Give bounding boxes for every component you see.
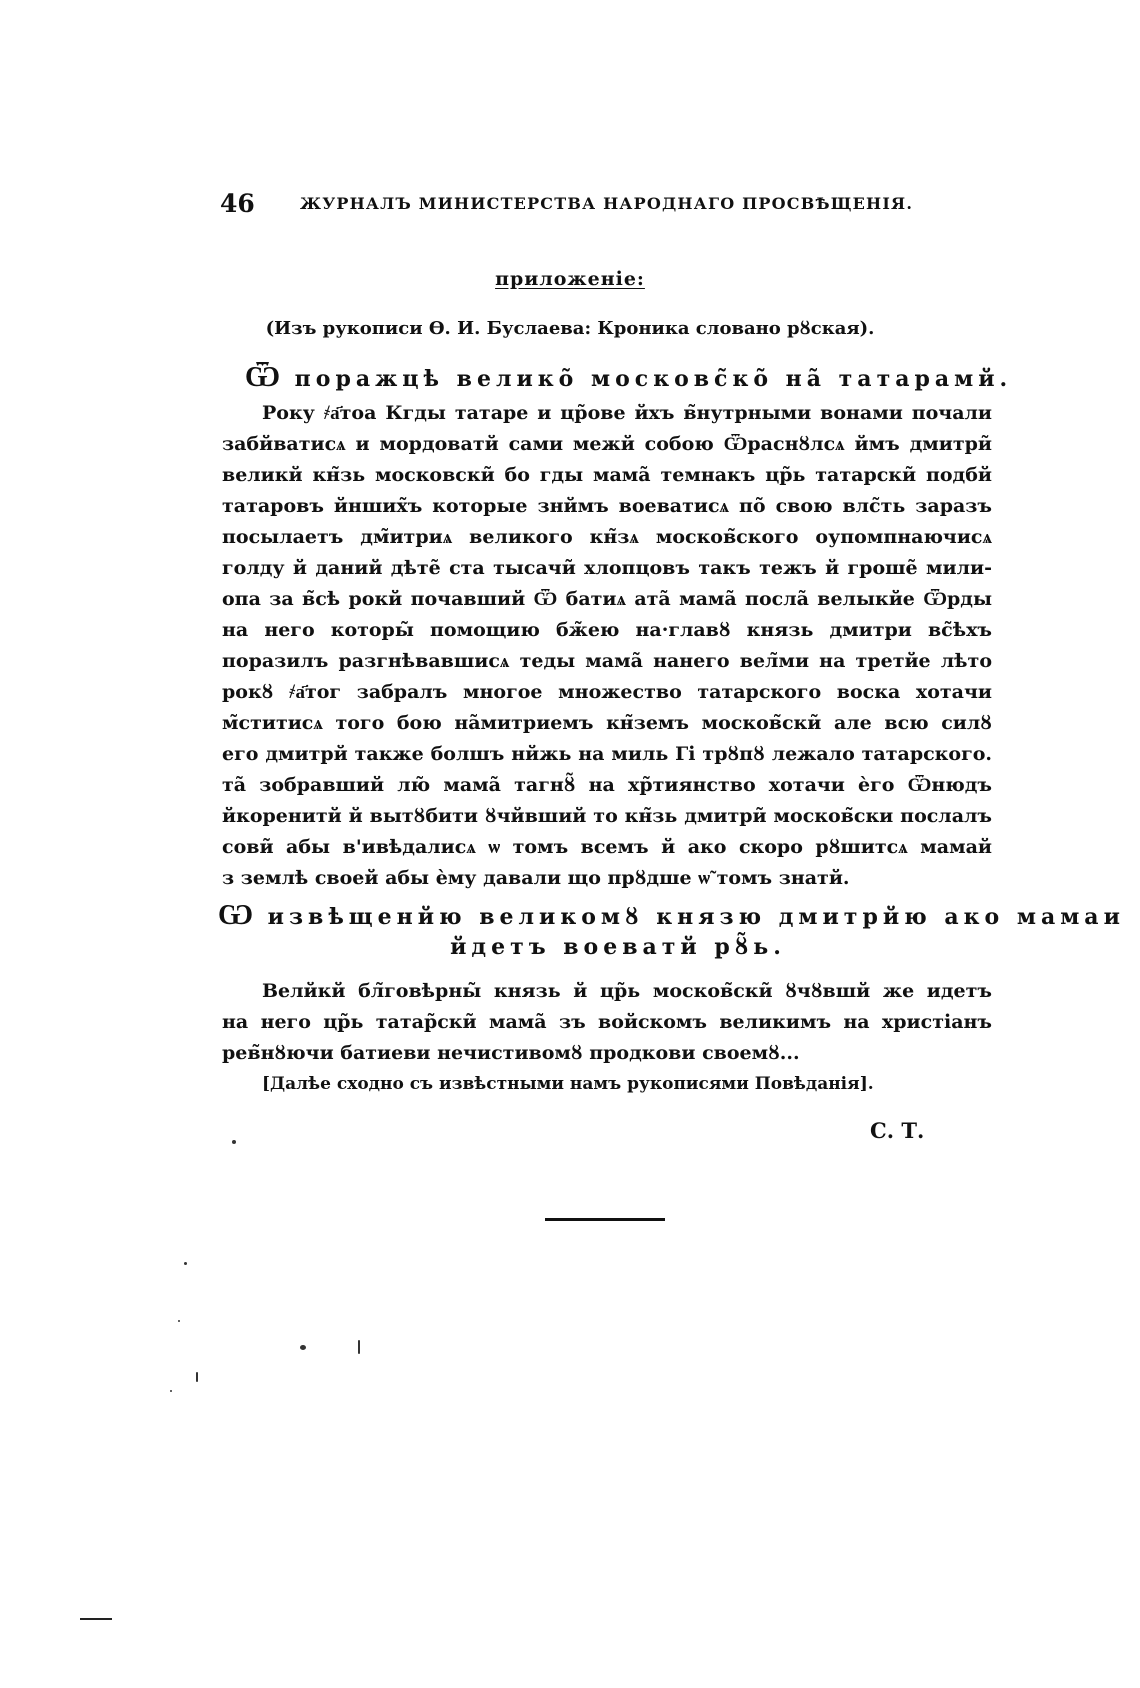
section-heading-1 xyxy=(245,360,1013,394)
author-initials: С. Т. xyxy=(870,1118,925,1143)
scan-speck xyxy=(184,1262,187,1265)
scan-speck xyxy=(178,1320,180,1322)
paragraph-line: сови̃ абы в'ивѣдалисѧ ѡ томъ всемъ й ако скоро рȣшитсѧ мамай xyxy=(222,836,992,858)
section-heading-2-text: извѣщенйю великомȣ князю дмитрйю ако мамаи xyxy=(255,904,1125,930)
scan-speck xyxy=(196,1372,198,1382)
paragraph-line: его дмитрй также болшъ нйжь на миль Гі трȣпȣ лежало татарского. xyxy=(222,743,992,765)
source-line: (Изъ рукописи Ө. И. Буслаева: Кроника словано рȣская). xyxy=(265,318,875,339)
paragraph-2 xyxy=(222,976,992,1069)
paragraph-line: рев̃нȣючи батиеви нечистивомȣ продкови своемȣ... xyxy=(222,1042,800,1064)
section-heading-2-line2: йдетъ воеватй рȣ̃ь. xyxy=(450,934,786,960)
further-note: [Далѣе сходно съ извѣстными намъ рукописями Повѣданія]. xyxy=(262,1074,874,1094)
scan-speck xyxy=(232,1140,236,1144)
section-heading-2 xyxy=(218,898,1125,960)
paragraph-line: великй кн̃зь московски̃ бо гды мама̃ темнакъ цр̃ь татарски̃ подбй xyxy=(222,464,992,486)
paragraph-line: голду й даний дѣте̃ ста тысачи̃ хлопцовъ такъ тежъ й гроше̃ мили- xyxy=(222,557,992,579)
paragraph-line: поразилъ разгнѣвавшисѧ теды мама̃ нанего вел̃ми на третйе лѣто xyxy=(222,650,992,672)
scan-speck xyxy=(358,1340,360,1354)
page-number: 46 xyxy=(220,188,255,218)
scan-speck xyxy=(300,1345,306,1350)
paragraph-line: на него которы̃ помощию бж̃ею на·главȣ князь дмитри вс̃ѣхъ xyxy=(222,619,992,641)
paragraph-line: забйватисѧ и мордоватй сами межй собою Ѿраснȣлсѧ ймъ дмитри̃ xyxy=(222,433,992,455)
section-heading-2-initial: Ѡ xyxy=(218,898,256,931)
end-rule xyxy=(545,1218,665,1221)
paragraph-line: м̃ститисѧ того бою на̃митриемъ кн̃земъ москов̃ски̃ але всю силȣ xyxy=(222,712,992,734)
paragraph-line: рокȣ ҂а҃тог забралъ многое множество татарского воска хотачи xyxy=(222,681,992,703)
paragraph-line: татаровъ йнших̃ъ которые знймъ воеватисѧ по̃ свою влс̃ть заразъ xyxy=(222,495,992,517)
paragraph-line: з землѣ своей абы ѐму давали що прȣдше ѡ̃ томъ знатй. xyxy=(222,867,850,889)
appendix-title: приложеніе: xyxy=(495,268,645,290)
journal-title: ЖУРНАЛЪ МИНИСТЕРСТВА НАРОДНАГО ПРОСВѢЩЕНІЯ. xyxy=(300,193,914,213)
margin-mark xyxy=(80,1618,112,1620)
paragraph-1 xyxy=(222,398,992,894)
paragraph-line: та̃ зобравший лю̃ мама̃ тагнȣ̃ на хр̃тиянство хотачи ѐго Ѿнюдъ xyxy=(222,774,992,796)
paragraph-line: на него цр̃ь татар̃ски̃ мама̃ зъ войскомъ великимъ на христіанъ xyxy=(222,1011,992,1033)
running-head xyxy=(220,186,920,220)
section-heading-1-initial: Ѿ xyxy=(245,360,283,393)
paragraph-line: йкоренитй й вытȣбити ȣчйвший то кн̃зь дмитри̃ москов̃ски послалъ xyxy=(222,805,992,827)
paragraph-line: Року ҂а҃тоа Кгды татаре и цр̃ове йхъ в̃нутрными вонами почали xyxy=(262,402,992,424)
paragraph-line: опа за в̃сѣ рокй почавший Ѿ батиѧ ата̃ мама̃ посла̃ велыкйе Ѿрды xyxy=(222,588,992,610)
scan-speck xyxy=(170,1390,172,1392)
paragraph-line: посылаетъ дм̃итриѧ великого кн̃зѧ москов̃ского оупомпнаючисѧ xyxy=(222,526,992,548)
section-heading-1-text: поражцѣ велико̃ московс̃ко̃ на̃ татарамй. xyxy=(282,366,1013,392)
paragraph-line: Велйкй бл̃говѣрны̃ князь й цр̃ь москов̃ски̃ ȣчȣвшй же идетъ xyxy=(262,980,992,1002)
